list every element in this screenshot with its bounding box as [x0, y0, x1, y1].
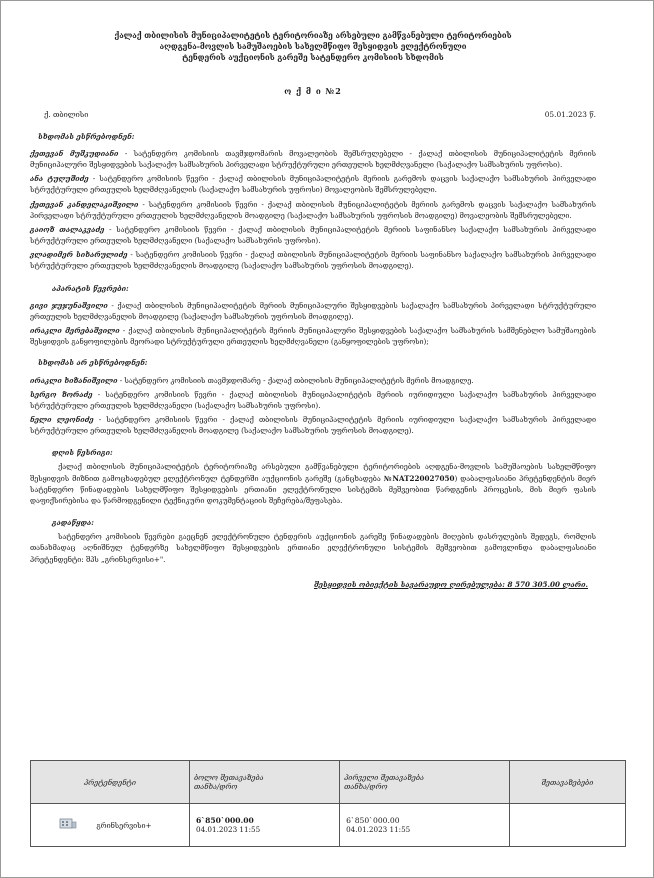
first-offer-amount: 6`850`000.00	[346, 816, 400, 825]
member-entry	[30, 325, 596, 347]
last-offer-cell	[190, 804, 340, 847]
member-role: - ქალაქ თბილისის მუნიციპალიტეტის მერიის მუნიციპალური შესყიდვების საქალაქო სამსახურის სამშენებლო სამუშაოების შესყიდვის განყოფილების მეორადი სტრუქტურული ერთეულის ხელმძღვანელი (განყოფილების უფროსი);	[30, 326, 596, 347]
absent-list	[30, 375, 596, 437]
document-number: ო ქ მ ი №2	[284, 86, 342, 96]
member-role: - ქალაქ თბილისის მუნიციპალიტეტის მერიის მუნიციპალური შესყიდვების საქალაქო სამსახურის პირველადი სტრუქტურული ერთეულის ხელმძღვანელის მოადგილე (საქალაქო სამსახურის უფროსის მოადგილე).	[30, 300, 596, 321]
apparatus-list	[30, 300, 596, 348]
table-header-row	[31, 761, 626, 804]
header-first-offer: პირველი შეთავაზება თანხა/დრო	[340, 761, 510, 804]
estimated-value: შესყიდვის ობიექტის სავარაუდო ღირებულება: 8 570 305.00 ლარი.	[313, 579, 588, 589]
member-role: - სატენდერო კომისიის წევრი - ქალაქ თბილისის მუნიციპალიტეტის მერიის გარემოს დაცვის საქალაქო სამსახურის პირველადი სტრუქტურული ერთეულის ხელმძღვანელის მოადგილე (საქალაქო სამსახურის უფროსის მოადგილე) მოვალეობის შემსრულებელი.	[30, 199, 597, 220]
agenda-before: ქალაქ თბილისის მუნიციპალიტეტის ტერიტორიაზე არსებული გამწვანებული ტერიტორიების აღდგენა-მოვლის სამუშაოების სახელმწიფო შესყიდვის მიზნით გამოცხადებულ ელექტრონულ ტენდერში აუქციონის გარეშე (განცხადება	[30, 462, 596, 483]
member-role: - სატენდერო კომისიის წევრი - ქალაქ თბილისის მუნიციპალიტეტის მერიის საფინანსო საქალაქო სამსახურის პირველადი სტრუქტურული ერთეულის ხელმძღვანელი (საქალაქო სამსახურის უფროსი).	[30, 224, 596, 246]
member-name: ირაკლი ხიზანიშვილი	[30, 375, 118, 385]
title-line: ქალაქ თბილისის მუნიციპალიტეტის ტერიტორიაზე არსებული გამწვანებული ტერიტორიების	[114, 31, 512, 40]
bids-table	[30, 760, 626, 847]
present-list	[30, 148, 596, 272]
member-entry	[30, 224, 596, 246]
agenda-text	[30, 461, 596, 506]
company-icon	[59, 816, 77, 830]
member-name: ანა ტუღუშიძე	[30, 174, 89, 184]
header-offers: შეთავაზებები	[509, 761, 625, 804]
decided-heading: გადაწყდა:	[52, 518, 94, 528]
member-entry	[30, 148, 596, 170]
title-line: ტენდერის აუქციონის გარეშე სატენდერო კომისიის სხდომის	[182, 53, 444, 62]
member-entry	[30, 414, 596, 436]
first-offer-cell	[340, 804, 510, 847]
member-name: სერგო ზორაძე	[30, 389, 93, 399]
member-entry	[30, 389, 596, 411]
header-bidder: პრეტენდენტი	[31, 761, 190, 804]
last-offer-amount: 6`850`000.00	[196, 816, 254, 825]
header-last-offer: ბოლო შეთავაზება თანხა/დრო	[190, 761, 340, 804]
city: ქ. თბილისი	[44, 110, 89, 120]
member-name: ქეთევან მუშკუდიანი	[30, 149, 119, 159]
place-date-row	[30, 109, 596, 120]
member-entry	[30, 199, 596, 221]
bidder-name: გრინსერვისი+	[96, 820, 152, 830]
announcement-code: №NAT220027050	[383, 473, 455, 483]
document-date: 05.01.2023 წ.	[544, 110, 596, 120]
member-name: ქეთევან კანდელაკიშვილი	[30, 199, 139, 209]
title-line: აღდგენა-მოვლის სამუშაოების სახელმწიფო შესყიდვის ელექტრონული	[159, 42, 467, 51]
apparatus-heading: აპარატის წევრები:	[52, 283, 129, 293]
member-role: - სატენდერო კომისიის წევრი - ქალაქ თბილისის მუნიციპალიტეტის მერიის იურიდიული საქალაქო სამსახურის პირველადი სტრუქტურული ერთეულის ხელმძღვანელი (საქალაქო სამსახურის უფროსი).	[30, 389, 596, 410]
offers-cell[interactable]	[509, 804, 625, 847]
first-offer-time: 04.01.2023 11:55	[346, 825, 411, 834]
decided-text: სატენდერო კომისიის წევრები გაეცნენ ელექტრონული ტენდერის აუქციონის გარეშე წინადადების მიღების დასრულების შედეგს, რომლის თანახმადაც აღნიშნულ ტენდერზე სახელმწიფო შესყიდვების ერთიანი ელექტრონული სისტემის მეშვეობით გამოვლინდა დაბალფასიანი პრეტენდენტი: შპს „გრინსერვისი+".	[30, 532, 596, 564]
member-role: - სატენდერო კომისიის თავმჯდომარის მოვალეობის შემსრულებელი - ქალაქ თბილისის მუნიციპალიტეტის მერიის მუნიციპალური შესყიდვების საქალაქო სამსახურის პირველადი სტრუქტურული ერთეულის ხელმძღვანელი (საქალაქო სამსახურის უფროსი).	[30, 149, 596, 170]
member-name: ვლადიმერ სიხარულიძე	[30, 250, 128, 260]
member-role: - სატენდერო კომისიის წევრი - ქალაქ თბილისის მუნიციპალიტეტის მერიის გარემოს დაცვის საქალაქო სამსახურის პირველადი სტრუქტურული ერთეულის ხელმძღვანელის (საქალაქო სამსახურის უფროსი) მოვალეობის შემსრულებელი.	[30, 174, 596, 195]
present-heading: სხდომას ესწრებოდნენ:	[38, 131, 135, 141]
agenda-heading: დღის წესრიგი:	[52, 448, 113, 458]
member-role: - სატენდერო კომისიის თავმჯდომარე - ქალაქ თბილისის მუნიციპალიტეტის მერის მოადგილე.	[117, 375, 474, 385]
member-role: - სატენდერო კომისიის წევრი - ქალაქ თბილისის მუნიციპალიტეტის მერიის საფინანსო საქალაქო სამსახურის პირველადი სტრუქტურული ერთეულის ხელმძღვანელის მოადგილე (საქალაქო სამსახურის უფროსის მოადგილე).	[30, 250, 597, 271]
member-entry	[30, 249, 596, 271]
agenda-after: ) დაბალფასიანი პრეტენდენტის მიერ სატენდერო წინადადების სახელმწიფო შესყიდვების ერთიანი ელექტრონული სისტემის მეშვეობით წარდგენის პროცესის, მის მიერ ფასის დაფიქსირებისა და წარმოდგენილი ტექნიკური დოკუმენტაციის შეჩერება/შეფასება.	[30, 473, 596, 505]
absent-heading: სხდომას არ ესწრებოდნენ:	[38, 358, 148, 368]
member-name: გივი ჯუჯუნაშვილი	[30, 300, 108, 310]
member-name: ნელი ლეონიძე	[30, 414, 94, 424]
table-row	[31, 804, 626, 847]
member-entry	[30, 173, 596, 195]
member-role: - სატენდერო კომისიის წევრი - ქალაქ თბილისის მუნიციპალიტეტის მერიის იურიდიული საქალაქო სამსახურის პირველადი სტრუქტურული ერთეულის ხელმძღვანელის მოადგილე (საქალაქო სამსახურის უფროსის მოადგილე).	[30, 414, 596, 436]
member-entry	[30, 375, 596, 386]
member-entry	[30, 300, 596, 322]
member-name: ირაკლი მერებაშვილი	[30, 326, 120, 336]
document-page	[30, 30, 596, 590]
member-name: გაიოზ თალაკვაძე	[30, 224, 105, 234]
last-offer-time: 04.01.2023 11:55	[196, 825, 261, 834]
document-title	[30, 30, 596, 63]
bidder-cell[interactable]	[31, 804, 190, 847]
